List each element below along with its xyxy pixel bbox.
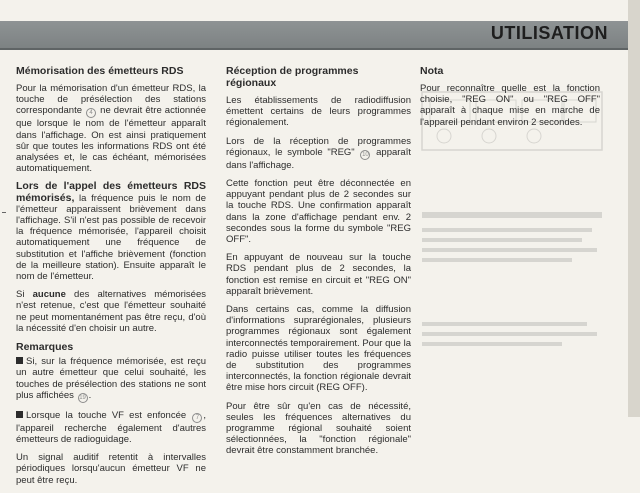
column-middle [226,65,411,464]
section-heading-nota: Nota [420,65,444,77]
inline-heading-appel: Lors de l'appel des émetteurs RDS mémorisés, [16,180,206,204]
remark-item: Si, sur la fréquence mémorisée, est reçu un autre émetteur que celui souhaité, les touches de présélection des stations ne sont plus affichées 19 . [16,356,206,401]
paragraph: Pour être sûr qu'en cas de nécessité, seules les fréquences alternatives du programme régional souhaité soient sélectionnées, la "fonction régionale" devrait être constamment branchée. [226,400,411,457]
paragraph-appel: Lors de l'appel des émetteurs RDS mémorisés, la fréquence puis le nom de l'émetteur apparaissent brièvement dans l'affichage. S'il n'est pas possible de recevoir la fréquence mémorisée, l'appareil choisit automatiquement une fréquence de substitution et l'affiche brièvement (fonction de la meilleure station). Ensuite apparaît le nom de l'émetteur. [16,180,206,283]
bullet-square-icon [16,357,23,364]
paragraph: Cette fonction peut être déconnectée en appuyant pendant plus de 2 secondes sur la touche RDS. Une confirmation apparaît dans la zone d'affichage pendant env. 2 secondes sous la forme du symbole "REG OFF". [226,178,411,246]
paragraph-aucune: Si aucune des alternatives mémorisées n'est retenue, c'est que l'émetteur souhaité ne peut momentanément pas être reçu, d'où la nécessité d'en choisir un autre. [16,289,206,334]
paragraph: Les établissements de radiodiffusion émettent certains de leurs programmes régionalement. [226,95,411,129]
paragraph: En appuyant de nouveau sur la touche RDS pendant plus de 2 secondes, la fonction est remise en circuit et "REG ON" apparaît brièvement. [226,252,411,297]
display-10-icon: 10 [362,151,369,158]
header-bar [0,21,628,50]
remark-item: Un signal auditif retentit à intervalles périodiques lorsqu'aucun émetteur VF ne peut être reçu. [16,452,206,486]
section-heading-remarques: Remarques [16,341,74,354]
remark-item: Lorsque la touche VF est enfoncée 7 , l'appareil recherche également d'autres émetteurs de radioguidage. [16,409,206,446]
column-right [420,65,600,135]
paragraph-nota: Pour reconnaître quelle est la fonction choisie, "REG ON" ou "REG OFF" apparaît à chaque mise en marche de l'appareil pendant environ 2 secondes. [420,83,600,128]
display-19-icon: 19 [79,394,86,401]
paragraph-memorisation: Pour la mémorisation d'un émetteur RDS, la touche de présélection des stations correspondante 4 ne devrait être actionnée que lorsque le nom de l'émetteur apparaît dans l'affichage. On est ainsi pratiquement sûr que toutes les informations RDS ont été analysées et, le cas échéant, mémorisées automatiquement. [16,83,206,175]
paragraph-reg-symbol: Lors de la réception de programmes régionaux, le symbole "REG" 10 apparaît dans l'affichage. [226,135,411,171]
paragraph: Dans certains cas, comme la diffusion d'informations suprarégionales, plusieurs programmes régionaux sont également interconnectés temporairement. Pour que la radio puisse utiliser toutes les fréquences de substitution des programmes interconnectés, la fonction régionale devrait être mise hors circuit (REG OFF). [226,304,411,394]
page-title: UTILISATION [490,23,608,43]
column-left [16,65,206,493]
section-heading-regional: Réception de programmes régionaux [226,65,359,89]
page-margin-mark [2,212,6,213]
button-7-icon: 7 [192,413,202,423]
button-4-icon: 4 [86,108,96,118]
page-edge [628,0,640,417]
section-heading-memorisation: Mémorisation des émetteurs RDS [16,65,184,77]
